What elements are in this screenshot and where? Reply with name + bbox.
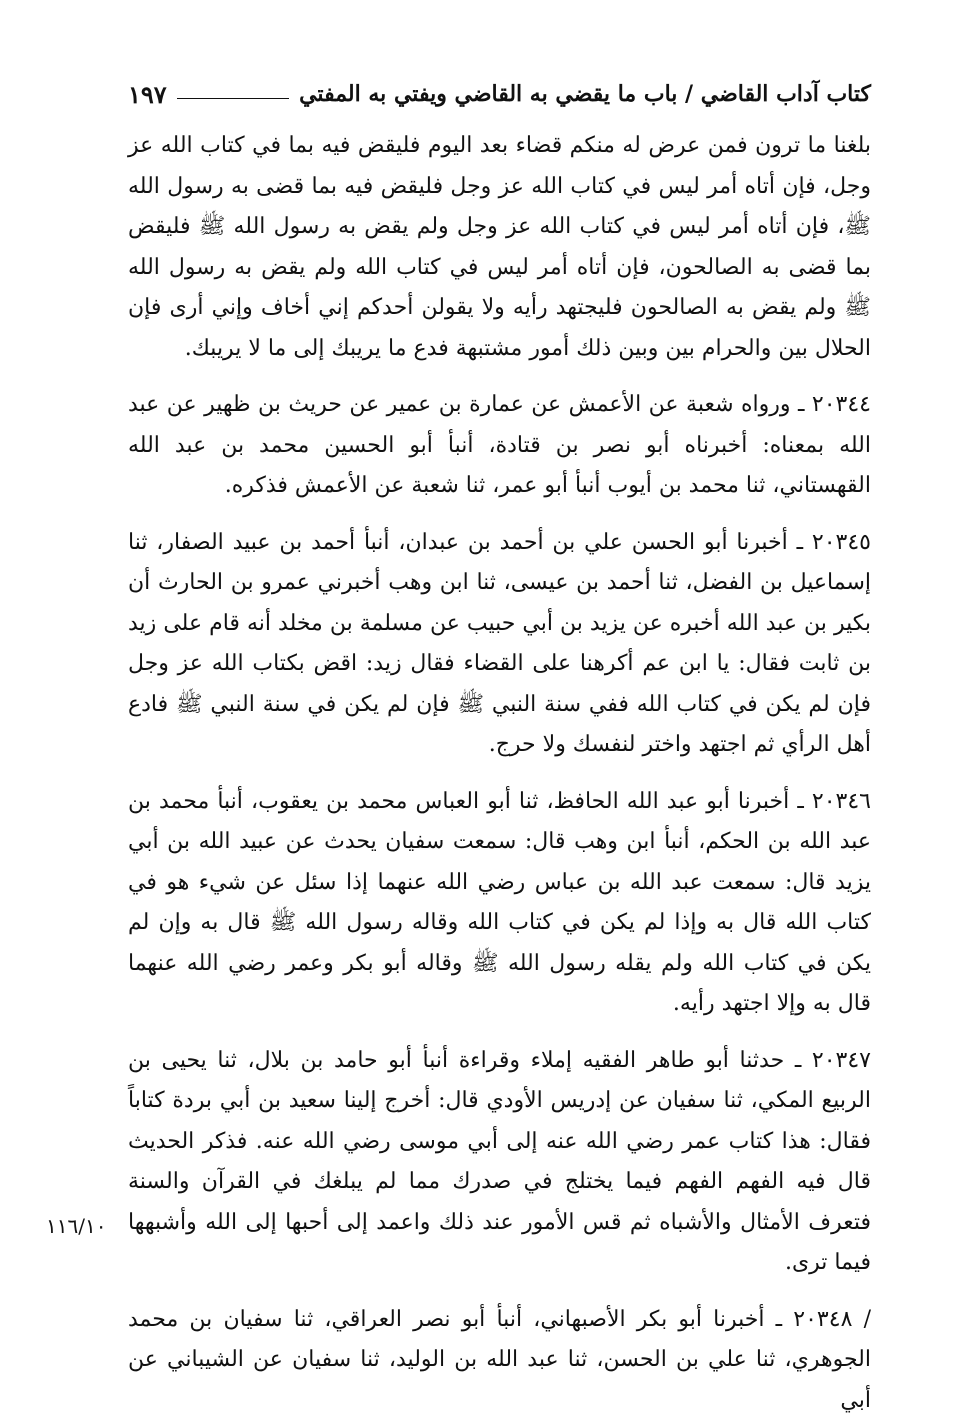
hadith-paragraph <box>128 1041 871 1284</box>
hadith-number: ٢٠٣٤٥ ـ <box>797 530 871 555</box>
hadith-number: / ٢٠٣٤٨ ـ <box>776 1307 871 1332</box>
header-rule <box>177 98 289 99</box>
hadith-number: ٢٠٣٤٦ ـ <box>797 789 871 814</box>
hadith-number: ٢٠٣٤٤ ـ <box>798 392 871 417</box>
paragraph-continuation <box>128 126 871 369</box>
paragraph-text: أخبرنا أبو الحسن علي بن أحمد بن عبدان، أنبأ أحمد بن عبيد الصفار، ثنا إسماعيل بن الفضل، ثنا أحمد بن عيسى، ثنا ابن وهب أخبرني عمرو بن الحارث أن بكير بن عبد الله أخبره عن يزيد بن أبي حبيب عن مسلمة بن مخلد أنه قام على زيد بن ثابت فقال: يا ابن عم أكرهنا على القضاء فقال زيد: اقض بكتاب الله عز وجل فإن لم يكن في كتاب الله ففي سنة النبي ﷺ فإن لم يكن في سنة النبي ﷺ فادع أهل الرأي ثم اجتهد واختر لنفسك ولا حرج. <box>128 530 871 758</box>
paragraph-text: ورواه شعبة عن الأعمش عن عمارة بن عمير عن حريث بن ظهير عن عبد الله بمعناه: أخبرناه أبو نصر بن قتادة، أنبأ أبو الحسين محمد بن عبد الله القهستاني، ثنا محمد بن أيوب أنبأ أبو عمر، ثنا شعبة عن الأعمش فذكره. <box>128 392 871 498</box>
running-header <box>128 74 871 114</box>
hadith-paragraph <box>128 385 871 507</box>
margin-reference: ١١٦/١٠ <box>46 1214 106 1238</box>
page-number: ١٩٧ <box>128 80 167 109</box>
paragraph-text: حدثنا أبو طاهر الفقيه إملاء وقراءة أنبأ أبو حامد بن بلال، ثنا يحيى بن الربيع المكي، ثنا سفيان عن إدريس الأودي قال: أخرج إلينا سعيد بن أبي بردة كتاباً فقال: هذا كتاب عمر رضي الله عنه إلى أبي موسى رضي الله عنه. فذكر الحديث قال فيه الفهم الفهم فيما يختلج في صدرك مما لم يبلغك في القرآن والسنة فتعرف الأمثال والأشباه ثم قس الأمور عند ذلك واعمد إلى أحبها إلى الله وأشبهها فيما ترى. <box>128 1048 871 1276</box>
paragraph-text: بلغنا ما ترون فمن عرض له منكم قضاء بعد اليوم فليقض فيه بما في كتاب الله عز وجل، فإن أتاه أمر ليس في كتاب الله عز وجل فليقض فيه بما قضى به رسول الله ﷺ، فإن أتاه أمر ليس في كتاب الله عز وجل ولم يقض به رسول الله ﷺ فليقض بما قضى به الصالحون، فإن أتاه أمر ليس في كتاب الله ولم يقض به رسول الله ﷺ ولم يقض به الصالحون فليجتهد رأيه ولا يقولن أحدكم إني أخاف وإني أرى فإن الحلال بين والحرام بين وبين ذلك أمور مشتبهة فدع ما يريبك إلى ما لا يريبك. <box>128 133 871 361</box>
paragraph-text: أخبرنا أبو عبد الله الحافظ، ثنا أبو العباس محمد بن يعقوب، أنبأ محمد بن عبد الله بن الحكم، أنبأ ابن وهب قال: سمعت سفيان يحدث عن عبيد الله بن أبي يزيد قال: سمعت عبد الله بن عباس رضي الله عنهما إذا سئل عن شيء هو في كتاب الله قال به وإذا لم يكن في كتاب الله وقاله رسول الله ﷺ قال به وإن لم يكن في كتاب الله ولم يقله رسول الله ﷺ وقاله أبو بكر وعمر رضي الله عنهما قال به وإلا اجتهد رأيه. <box>128 789 871 1017</box>
hadith-paragraph <box>128 523 871 766</box>
hadith-paragraph <box>128 1300 871 1421</box>
hadith-number: ٢٠٣٤٧ ـ <box>795 1048 871 1073</box>
page-body <box>128 126 871 1421</box>
paragraph-text: أخبرنا أبو بكر الأصبهاني، أنبأ أبو نصر العراقي، ثنا سفيان بن محمد الجوهري، ثنا علي بن الحسن، ثنا عبد الله بن الوليد، ثنا سفيان عن الشيباني عن أبي <box>128 1307 871 1413</box>
hadith-paragraph <box>128 782 871 1025</box>
header-title: كتاب آداب القاضي / باب ما يقضي به القاضي ويفتي به المفتي <box>299 81 871 107</box>
